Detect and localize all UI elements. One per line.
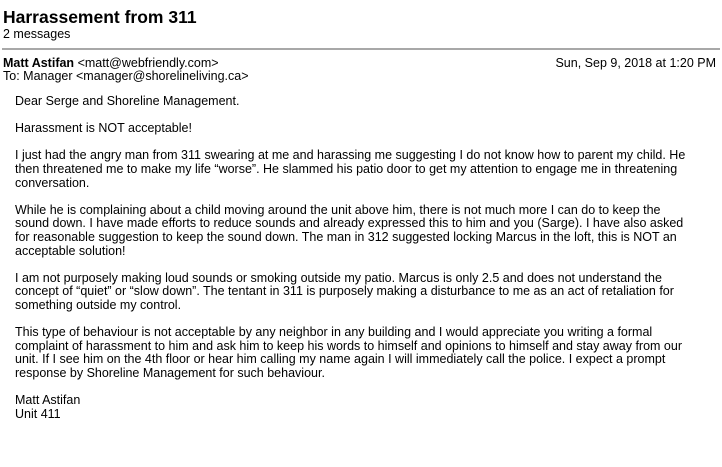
body-line: concept of “quiet” or “slow down”. The tentant in 311 is purposely making a disturbance to me as an act of retaliation for [15, 284, 674, 299]
body-line: unit. If I see him on the 4th floor or hear him calling my name again I will immediately call the police. I expect a prompt [15, 352, 666, 367]
to-line [3, 69, 249, 84]
recipient-name[interactable]: Manager [23, 69, 73, 83]
body-line: something outside my control. [15, 297, 182, 312]
to-label: To: [3, 69, 20, 83]
body-line: Harassment is NOT acceptable! [15, 121, 192, 136]
body-line: I just had the angry man from 311 swearing at me and harassing me suggesting I do not know how to parent my child. He [15, 148, 686, 163]
thread-subject: Harrassement from 311 [3, 7, 197, 27]
recipient-email[interactable]: <manager@shorelineliving.ca> [76, 69, 249, 83]
signature [15, 394, 720, 421]
message-date: Sun, Sep 9, 2018 at 1:20 PM [555, 56, 716, 70]
body-line: This type of behaviour is not acceptable by any neighbor in any building and I would appreciate you writing a formal [15, 325, 653, 340]
body-line: acceptable solution! [15, 243, 126, 258]
header-divider [2, 48, 720, 50]
signature-name: Matt Astifan [15, 393, 81, 408]
paragraph-3 [15, 204, 720, 258]
signature-unit: Unit 411 [15, 406, 61, 421]
sender-email[interactable]: <matt@webfriendly.com> [77, 56, 219, 70]
body-line: sound down. I have made efforts to reduce sounds and already expressed this to him and you (Sarge). I have also asked [15, 216, 684, 231]
body-line: response by Shoreline Management for such behaviour. [15, 365, 325, 380]
body-line: I am not purposely making loud sounds or smoking outside my patio. Marcus is only 2.5 and does not understand the [15, 270, 662, 285]
paragraph-4 [15, 272, 720, 313]
body-line: conversation. [15, 175, 90, 190]
body-line: complaint of harassment to him and ask him to keep his words to himself and opinions to himself and stay away from our [15, 338, 682, 353]
message-body [15, 95, 720, 421]
body-line: Dear Serge and Shoreline Management. [15, 94, 240, 108]
body-line: then threatened me to make my life “worse”. He slammed his patio door to get my attention to engage me in threatening [15, 161, 678, 176]
paragraph-5 [15, 326, 720, 380]
paragraph-1 [15, 122, 720, 136]
sender-name[interactable]: Matt Astifan [3, 56, 75, 70]
greeting [15, 95, 720, 109]
message-count: 2 messages [3, 27, 71, 41]
body-line: While he is complaining about a child moving around the unit above him, there is not much more I can do to keep the [15, 202, 661, 217]
body-line: for reasonable suggestion to keep the sound down. The man in 312 suggested locking Marcus in the loft, this is NOT an [15, 229, 677, 244]
paragraph-2 [15, 149, 720, 190]
